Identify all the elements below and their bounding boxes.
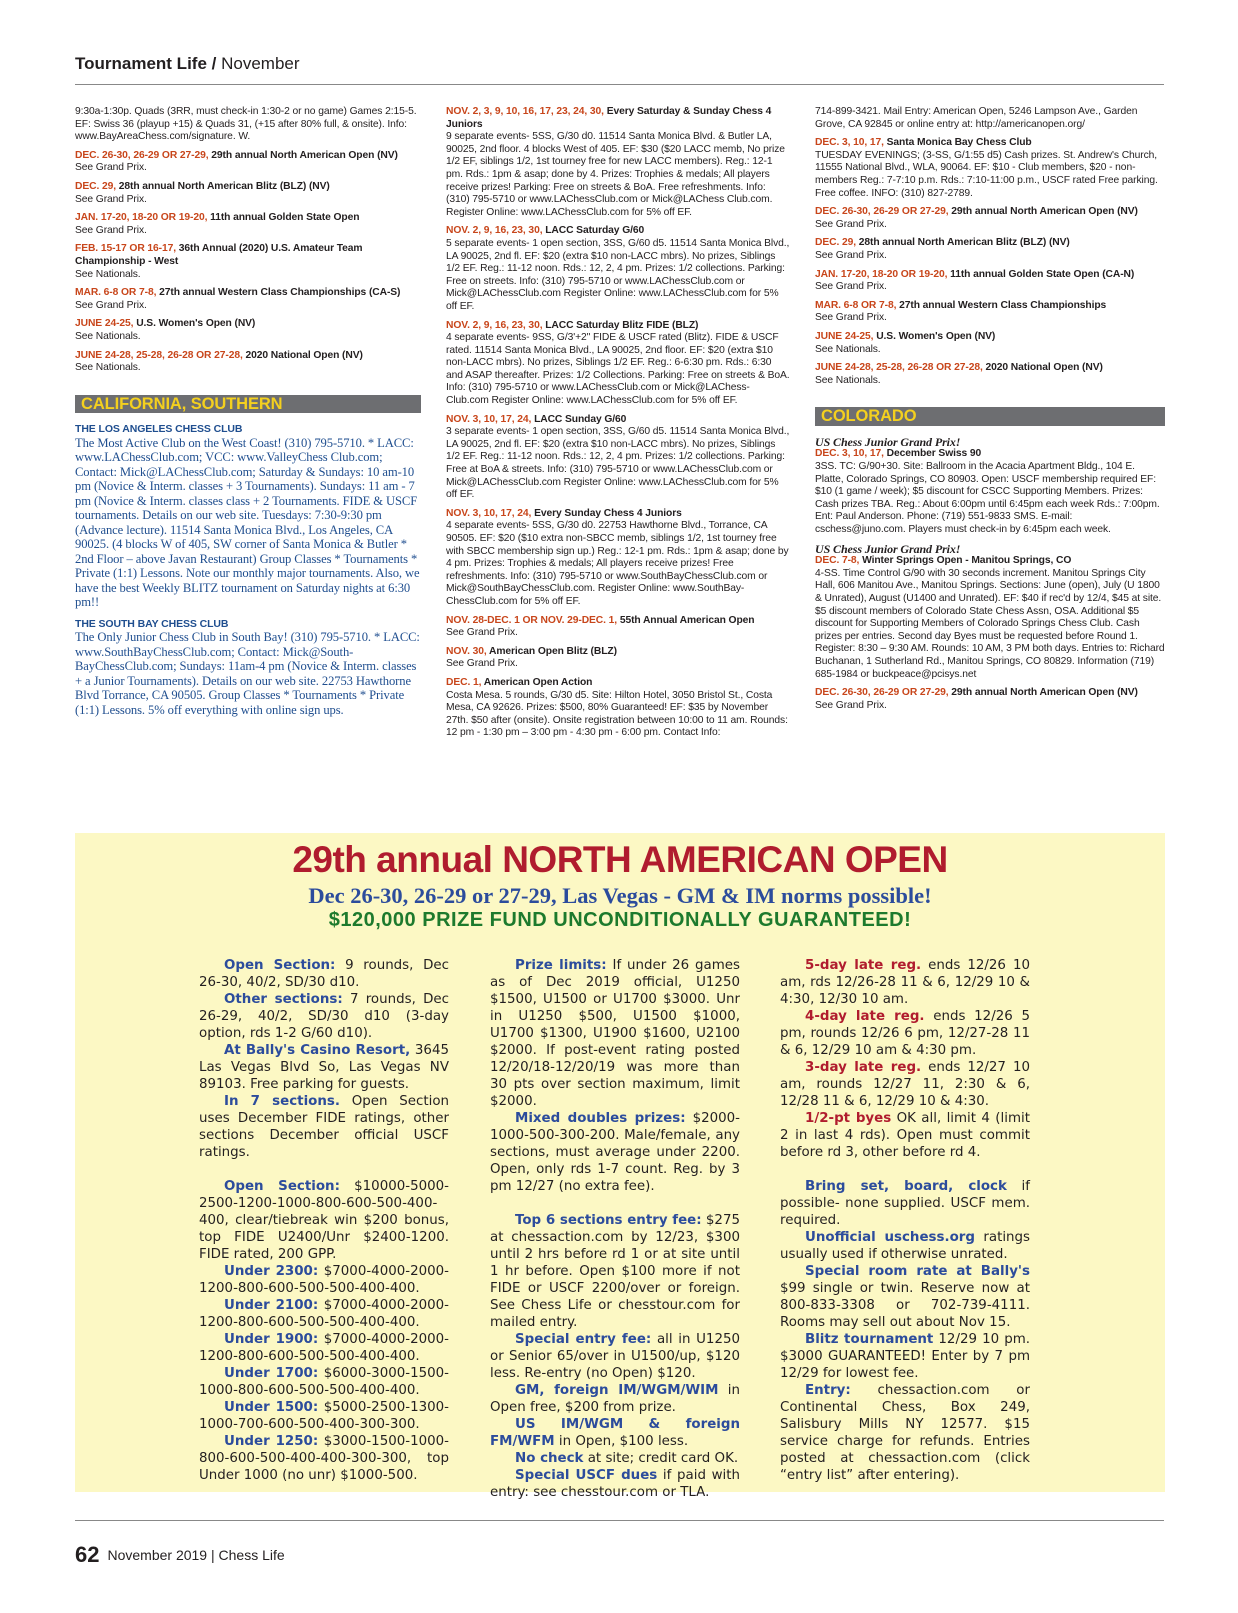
listing-title: LACC Saturday G/60	[542, 225, 645, 237]
listing-title: 55th Annual American Open	[617, 614, 755, 626]
listing-title: 11th annual Golden State Open (CA-N)	[947, 268, 1135, 280]
listing-date: DEC. 29,	[815, 237, 856, 249]
header-rule	[75, 84, 1164, 85]
ad-paragraph-heading: Other sections:	[224, 992, 343, 1007]
tournament-advertisement	[75, 833, 1165, 1500]
listing-date: DEC. 7-8,	[815, 555, 860, 567]
ad-paragraph-heading: Open Section:	[224, 958, 336, 973]
listing	[75, 150, 421, 175]
ad-paragraph	[199, 957, 449, 991]
listing-title: December Swiss 90	[883, 448, 982, 460]
ad-paragraph-heading: GM, foreign IM/WGM/WIM	[515, 1383, 719, 1398]
listing	[75, 243, 421, 281]
ad-paragraph-text: 9 rounds, Dec 26-30, 40/2, SD/30 d10.	[199, 958, 449, 990]
ad-paragraph-heading: 5-day late reg.	[805, 958, 922, 973]
listing	[446, 646, 790, 671]
ad-paragraph	[199, 1365, 449, 1399]
listing-note: See Nationals.	[815, 343, 881, 355]
ad-paragraph-heading: 4-day late reg.	[805, 1009, 925, 1024]
spacer	[490, 1195, 740, 1212]
listing	[815, 206, 1165, 231]
listing-note: See Grand Prix.	[815, 699, 887, 711]
listing-title: U.S. Women's Open (NV)	[873, 330, 996, 342]
spacer	[780, 1161, 1030, 1178]
ad-prize-fund: $120,000 PRIZE FUND UNCONDITIONALLY GUARANTEED!	[328, 909, 912, 931]
ad-paragraph-heading: Under 1250:	[224, 1434, 319, 1449]
column-3	[815, 106, 1165, 718]
state-section-heading: CALIFORNIA, SOUTHERN	[75, 393, 421, 414]
grand-prix-label: US Chess Junior Grand Prix!	[815, 541, 961, 556]
listing-text: 5 separate events- 1 open section, 3SS, G/60 d5. 11514 Santa Monica Blvd., LA 90025, 2nd fl. EF: $20 (extra $10 non-LACC mbrs). No prizes, Siblings 1/2 EF. Reg.: 11-12 noon. Rds.: 12, 2, 4 pm. Prizes: 1/2 collections. Parking: Free on streets. Info: (310) 795-5710 or www.LAChessClub.com or Mick@LAChessClub.com Register Online: www.LAChessClub.com for 5% off EF.	[446, 237, 790, 312]
ad-paragraph-heading: US IM/WGM & foreign FM/WFM	[490, 1417, 740, 1449]
page-footer	[75, 1542, 285, 1568]
listing-title: 29th annual North American Open (NV)	[948, 206, 1138, 218]
ad-paragraph-group	[490, 1212, 740, 1501]
ad-paragraph-text: Open Section uses December FIDE ratings, other sections December official USCF ratings.	[199, 1094, 449, 1160]
ad-paragraph	[780, 957, 1030, 1008]
listing-title: 11th annual Golden State Open	[207, 212, 360, 224]
ad-paragraph-text: OK all, limit 4 (limit 2 in last 4 rds). Open must commit before rd 3, other before rd 4.	[780, 1111, 1030, 1160]
ad-paragraph-text: $6000-3000-1500-1000-800-600-500-500-400-400.	[199, 1366, 449, 1398]
footer-text: November 2019 | Chess Life	[107, 1547, 285, 1563]
listing-date: DEC. 26-30, 26-29 OR 27-29,	[815, 206, 949, 218]
ad-paragraph	[780, 1110, 1030, 1161]
listing	[446, 106, 790, 219]
ad-paragraph-group	[780, 1178, 1030, 1484]
footer-rule	[75, 1520, 1164, 1521]
listing-date: DEC. 26-30, 26-29 OR 27-29,	[815, 687, 949, 699]
listing	[815, 237, 1165, 262]
ad-paragraph-heading: Special USCF dues	[515, 1468, 658, 1483]
ad-paragraph-group	[780, 957, 1030, 1161]
ad-paragraph-text: chessaction.com or Continental Chess, Box 249, Salisbury Mills NY 12577. $15 service charge for refunds. Entries posted at chessaction.com (click “entry list” after entering).	[780, 1383, 1030, 1483]
listing-date: NOV. 3, 10, 17, 24,	[446, 507, 532, 519]
ad-paragraph-heading: Special entry fee:	[515, 1332, 652, 1347]
listing-text: 4-SS. Time Control G/90 with 30 seconds increment. Manitou Springs City Hall, 606 Manitou Ave., Manitou Springs. Sections: June (open), July (U 1800 & Unrated), August (U1400 and Unrated). EF: $40 if rec'd by 12/4, $45 at site. $5 discount members of Colorado State Chess Assn, OSA. Additional $5 discount for Supporting Members of Colorado Springs Chess Club. Cash prizes per entries. Second day Byes must be requested before Round 1. Register: 8:30 – 9:30 AM. Rounds: 10 AM, 3 PM both days. Entries to: Richard Buchanan, 1 Sutherland Rd., Manitou Springs, CO 80829. Information (719) 685-1984 or buckpeace@pcisys.net	[815, 567, 1165, 680]
page-header	[75, 54, 300, 74]
listing-title: Santa Monica Bay Chess Club	[883, 137, 1032, 149]
listing-date: MAR. 6-8 OR 7-8,	[75, 287, 157, 299]
listing	[446, 508, 790, 609]
spacer	[199, 1161, 449, 1178]
listing-title: 27th annual Western Class Championships	[896, 299, 1107, 311]
listing-text: TUESDAY EVENINGS; (3-SS, G/1:55 d5) Cash prizes. St. Andrew's Church, 11555 National Blvd., WLA, 90064. EF: $10 - Club members, $20 - non-members Reg.: 7-7:10 p.m. Rds.: 7:10-11:00 p.m., USCF rated Free parking. Free coffee. INFO: (310) 827-2789.	[815, 149, 1158, 199]
ad-column-1	[199, 957, 449, 1484]
listing	[446, 677, 790, 740]
listing-note: See Nationals.	[815, 374, 881, 386]
ad-paragraph	[199, 1093, 449, 1161]
listing-date: FEB. 15-17 OR 16-17,	[75, 243, 177, 255]
listing-date: JUNE 24-28, 25-28, 26-28 OR 27-28,	[815, 362, 983, 374]
ad-paragraph-heading: 1/2-pt byes	[805, 1111, 892, 1126]
listing	[815, 269, 1165, 294]
ad-paragraph	[199, 1042, 449, 1093]
listing-note: See Grand Prix.	[815, 249, 887, 261]
ad-paragraph	[780, 1382, 1030, 1484]
ad-paragraph-group	[199, 957, 449, 1161]
listing-title: LACC Saturday Blitz FIDE (BLZ)	[542, 319, 699, 331]
ad-paragraph-text: $7000-4000-2000-1200-800-600-500-500-400-400.	[199, 1332, 449, 1364]
ad-paragraph	[490, 1416, 740, 1450]
listing-note: See Nationals.	[75, 268, 141, 280]
ad-paragraph	[490, 1212, 740, 1331]
column-1	[75, 106, 421, 717]
listing	[75, 287, 421, 312]
ad-paragraph-heading: Top 6 sections entry fee:	[515, 1213, 702, 1228]
listing-date: JUNE 24-28, 25-28, 26-28 OR 27-28,	[75, 349, 243, 361]
ad-paragraph-text: in Open free, $200 from prize.	[490, 1383, 740, 1415]
listing-date: NOV. 3, 10, 17, 24,	[446, 413, 532, 425]
ad-paragraph-text: $10000-5000-2500-1200-1000-800-600-500-400-400, clear/tiebreak win $200 bonus, top FIDE U2400/Unr $2400-1200. FIDE rated, 200 GPP.	[199, 1179, 449, 1262]
listing-date: DEC. 1,	[446, 676, 482, 688]
listing	[75, 212, 421, 237]
listing-note: See Grand Prix.	[75, 193, 147, 205]
ad-column-3	[780, 957, 1030, 1484]
listing	[815, 555, 1165, 681]
ad-paragraph-heading: Under 1500:	[224, 1400, 319, 1415]
ad-paragraph-text: $99 single or twin. Reserve now at 800-833-3308 or 702-739-4111. Rooms may sell out about Nov 15.	[780, 1281, 1030, 1330]
listing-title: Winter Springs Open - Manitou Springs, CO	[859, 555, 1072, 567]
ad-paragraph	[490, 1331, 740, 1382]
listing-title: 28th annual North American Blitz (BLZ) (NV)	[855, 237, 1070, 249]
ad-paragraph-text: ratings usually used if otherwise unrated.	[780, 1230, 1031, 1262]
ad-paragraph	[199, 1433, 449, 1484]
listing-date: DEC. 3, 10, 17,	[815, 137, 884, 149]
listing-date: DEC. 3, 10, 17,	[815, 448, 884, 460]
listing-title: LACC Sunday G/60	[531, 413, 627, 425]
ad-paragraph-heading: 3-day late reg.	[805, 1060, 922, 1075]
listing-note: See Grand Prix.	[446, 658, 518, 670]
listing	[815, 362, 1165, 387]
ad-paragraph	[490, 1110, 740, 1195]
page-number: 62	[75, 1542, 100, 1567]
listing-title: U.S. Women's Open (NV)	[133, 318, 256, 330]
ad-paragraph	[490, 1382, 740, 1416]
ad-paragraph-heading: Unofficial uschess.org	[805, 1230, 975, 1245]
listing-title: Every Sunday Chess 4 Juniors	[531, 507, 682, 519]
ad-paragraph-heading: Under 1700:	[224, 1366, 319, 1381]
club-description: The Most Active Club on the West Coast! (310) 795-5710. * LACC: www.LAChessClub.com; VCC: www.ValleyChess Club.com; Contact: Mick@LAChessClub.com; Saturday & Sundays: 10 am-10 pm (Novice & Interm. classes + 3 Tournaments). Sundays: 11 am - 7 pm (Novice & Interm. classes class + 2 Tournaments. FIDE & USCF tournaments. Details on our web site. Tuesdays: 7:30-9:30 pm (Advance lecture). 11514 Santa Monica Blvd., Los Angeles, CA 90025. (4 blocks W of 405, SW corner of Santa Monica & Butler * 2nd Floor – above Javan Restaurant) Group Classes * Tournaments * Private (1:1) Lessons. Note our monthly major tournaments. Also, we have the best Weekly BLITZ tournament on Saturday nights at 6:30 pm!!	[75, 435, 420, 610]
listing-date: MAR. 6-8 OR 7-8,	[815, 299, 897, 311]
listing	[815, 300, 1165, 325]
ad-paragraph	[199, 1263, 449, 1297]
listing-title: 29th annual North American Open (NV)	[208, 149, 398, 161]
listing-note: See Nationals.	[75, 362, 141, 374]
ad-paragraph	[780, 1263, 1030, 1331]
ad-paragraph-text: $7000-4000-2000-1200-800-600-500-500-400-400.	[199, 1264, 449, 1296]
listing	[815, 331, 1165, 356]
listing-date: NOV. 2, 9, 16, 23, 30,	[446, 319, 543, 331]
ad-paragraph-heading: Under 2100:	[224, 1298, 319, 1313]
listing	[815, 687, 1165, 712]
ad-paragraph-text: ends 12/27 10 am, rounds 12/27 11, 2:30 & 6, 12/28 11 & 6, 12/29 10 & 4:30.	[780, 1060, 1030, 1109]
ad-paragraph-heading: Open Section:	[224, 1179, 340, 1194]
ad-paragraph	[199, 1297, 449, 1331]
listing-date: NOV. 28-DEC. 1 OR NOV. 29-DEC. 1,	[446, 614, 618, 626]
ad-paragraph	[199, 1331, 449, 1365]
ad-paragraph-text: $7000-4000-2000-1200-800-600-500-500-400-400.	[199, 1298, 449, 1330]
listing-text: 4 separate events- 9SS, G/3'+2" FIDE & USCF rated (Blitz). FIDE & USCF rated. 11514 Santa Monica Blvd., LA 90025, 2nd floor. EF: $20 (extra $10 non-LACC mbrs). No prizes, Siblings 1/2 EF. Reg.: 6-6:30 pm. Rds.: 6:30 and ASAP thereafter. Prizes: 1/2 Collections. Parking: Free on streets & BoA. Info: (310) 795-5710 or www.LAChessClub.com or Mick@LAChess-Club.com Register Online: www.LAChessClub.com for 5% off EF.	[446, 332, 790, 407]
listing-date: DEC. 29,	[75, 180, 116, 192]
ad-paragraph	[199, 1399, 449, 1433]
ad-paragraph-heading: Mixed doubles prizes:	[515, 1111, 686, 1126]
ad-paragraph	[780, 1008, 1030, 1059]
ad-paragraph-text: $3000-1500-1000-800-600-500-400-400-300-300, top Under 1000 (no unr) $1000-500.	[199, 1434, 449, 1483]
ad-paragraph	[780, 1229, 1030, 1263]
listing-note: See Grand Prix.	[75, 162, 147, 174]
listing-text: Costa Mesa. 5 rounds, G/30 d5. Site: Hilton Hotel, 3050 Bristol St., Costa Mesa, CA 92626. Prizes: $500, 80% Guaranteed! EF: $35 by November 27th. $50 after (onsite). Onsite registration between 10:00 to 11 am. Rounds: 12 pm - 1:30 pm – 3:00 pm - 4:30 pm - 6:00 pm. Contact Info:	[446, 689, 788, 739]
ad-paragraph	[780, 1059, 1030, 1110]
listing-date: JUNE 24-25,	[815, 330, 874, 342]
ad-paragraph	[490, 1450, 740, 1467]
listing-note: See Grand Prix.	[75, 299, 147, 311]
ad-paragraph	[780, 1178, 1030, 1229]
listing-title: 29th annual North American Open (NV)	[948, 687, 1138, 699]
ad-paragraph-text: at site; credit card OK.	[583, 1451, 739, 1466]
listing-note: See Grand Prix.	[815, 281, 887, 293]
ad-paragraph-heading: No check	[515, 1451, 584, 1466]
ad-paragraph	[490, 957, 740, 1110]
ad-subtitle: Dec 26-30, 26-29 or 27-29, Las Vegas - GM & IM norms possible!	[308, 883, 932, 908]
ad-paragraph-heading: Entry:	[805, 1383, 851, 1398]
listing-date: JAN. 17-20, 18-20 OR 19-20,	[75, 212, 208, 224]
listing	[446, 615, 790, 640]
listing	[75, 350, 421, 375]
ad-paragraph-text: $5000-2500-1300-1000-700-600-500-400-300-300.	[199, 1400, 449, 1432]
listing	[75, 318, 421, 343]
header-month: November	[221, 54, 300, 73]
ad-paragraph-heading: Blitz tournament	[805, 1332, 934, 1347]
listing-note: See Nationals.	[75, 330, 141, 342]
ad-paragraph-text: 12/29 10 pm. $3000 GUARANTEED! Enter by 7 pm 12/29 for lowest fee.	[780, 1332, 1030, 1381]
ad-paragraph-text: 3645 Las Vegas Blvd So, Las Vegas NV 89103. Free parking for guests.	[199, 1043, 449, 1092]
ad-paragraph-text: $2000-1000-500-300-200. Male/female, any sections, must average under 2200. Open, only rds 1-7 count. Reg. by 3 pm 12/27 (no extra fee).	[490, 1111, 740, 1194]
listing-date: NOV. 30,	[446, 645, 487, 657]
ad-paragraph-text: ends 12/26 10 am, rds 12/26-28 11 & 6, 12/29 10 & 4:30, 12/30 10 am.	[780, 958, 1030, 1007]
ad-paragraph-text: 7 rounds, Dec 26-29, 40/2, SD/30 d10 (3-day option, rds 1-2 G/60 d10).	[199, 992, 449, 1041]
listing-date: JAN. 17-20, 18-20 OR 19-20,	[815, 268, 948, 280]
listing-note: See Grand Prix.	[815, 218, 887, 230]
ad-paragraph	[490, 1467, 740, 1501]
listing-title: 36th Annual (2020) U.S. Amateur Team Championship - West	[75, 243, 363, 267]
ad-paragraph-text: in Open, $100 less.	[554, 1434, 689, 1449]
header-section: Tournament Life	[75, 54, 207, 73]
listing-date: JUNE 24-25,	[75, 318, 134, 330]
listing	[75, 181, 421, 206]
state-section-heading: COLORADO	[815, 405, 1165, 426]
ad-paragraph-group	[199, 1178, 449, 1484]
ad-paragraph	[199, 1178, 449, 1263]
ad-paragraph-text: $275 at chessaction.com by 12/23, $300 until 2 hrs before rd 1 or at site until 1 hr before. Open $100 more if not FIDE or USCF 2200/over or foreign. See Chess Life or chesstour.com for mailed entry.	[490, 1213, 740, 1330]
ad-paragraph	[199, 991, 449, 1042]
ad-paragraph-text: all in U1250 or Senior 65/over in U1500/up, $120 less. Re-entry (no Open) $120.	[490, 1332, 740, 1381]
listing-title: 28th annual North American Blitz (BLZ) (NV)	[115, 180, 330, 192]
listing	[446, 414, 790, 502]
listing-date: DEC. 26-30, 26-29 OR 27-29,	[75, 149, 209, 161]
listing-title: 2020 National Open (NV)	[242, 349, 363, 361]
listing-text: 714-899-3421. Mail Entry: American Open, 5246 Lampson Ave., Garden Grove, CA 92845 or online entry at: http://americanopen.org/	[815, 106, 1138, 130]
listing	[815, 137, 1165, 200]
club-name: THE SOUTH BAY CHESS CLUB	[75, 617, 229, 630]
listing-title: American Open Action	[481, 676, 593, 688]
ad-paragraph-heading: In 7 sections.	[224, 1094, 340, 1109]
listing-text: 9 separate events- 5SS, G/30 d0. 11514 Santa Monica Blvd. & Butler LA, 90025, 2nd floor. 4 blocks West of 405. EF: $30 ($20 LACC memb, No prize 1/2 EF, siblings 1/2, 1st tourney free for new LACC members). Reg.: 12-1 pm. Rds.: 1pm & asap; done by 4. Prizes: Trophies & medals; All players receive prizes! Parking: Free on streets & BoA. Free refreshments. Info: (310) 795-5710 or www.LAChessClub.com or Mick@LAChess Club.com. Register Online: www.LAChessClub.com for 5% off EF.	[446, 131, 785, 218]
listing-date: NOV. 2, 3, 9, 10, 16, 17, 23, 24, 30,	[446, 106, 604, 117]
listing-note: See Grand Prix.	[75, 224, 147, 236]
ad-paragraph-text: If under 26 games as of Dec 2019 official, U1250 $1500, U1500 or U1700 $3000. Unr in U1250 $500, U1500 $1000, U1700 $1300, U1900 $1600, U2100 $2000. If post-event rating posted 12/20/18-12/20/19 was more than 30 pts over section maximum, limit $2000.	[490, 958, 740, 1109]
listing-title: 27th annual Western Class Championships (CA-S)	[156, 287, 401, 299]
listing-title: Every Saturday & Sunday Chess 4 Juniors	[446, 106, 772, 130]
column-2	[446, 106, 790, 746]
grand-prix-label: US Chess Junior Grand Prix!	[815, 434, 961, 449]
ad-paragraph-heading: At Bally's Casino Resort,	[224, 1043, 411, 1058]
listing-text: 3 separate events- 1 open section, 3SS, G/60 d5. 11514 Santa Monica Blvd., LA 90025, 2nd fl. EF: $20 (extra $10 non-LACC mbrs). No prizes, Siblings 1/2 EF. Reg.: 11-12 noon. Rds.: 12, 2, 4 pm. Prizes: 1/2 collections. Parking: Free at BoA & streets. Info: (310) 795-5710 or www.LAChessClub.com or Mick@LAChessClub.com Register Online: www.LAChessClub.com for 5% off EF.	[446, 426, 790, 501]
ad-paragraph-heading: Special room rate at Bally's	[805, 1264, 1030, 1279]
ad-paragraph-text: ends 12/26 5 pm, rounds 12/26 6 pm, 12/27-28 11 & 6, 12/29 10 am & 4:30 pm.	[780, 1009, 1030, 1058]
ad-paragraph-text: if possible- none supplied. USCF mem. required.	[780, 1179, 1030, 1228]
listing-title: 2020 National Open (NV)	[982, 362, 1103, 374]
ad-title: 29th annual NORTH AMERICAN OPEN	[292, 839, 948, 880]
listing	[446, 320, 790, 408]
listing-date: NOV. 2, 9, 16, 23, 30,	[446, 225, 543, 237]
listing-text: 9:30a-1:30p. Quads (3RR, must check-in 1:30-2 or no game) Games 2:15-5. EF: Swiss 36 (playup +15) & Quads 31, (+15 after 80% full, & onsite). Info: www.BayAreaChess.com/signature. W.	[75, 106, 417, 143]
listing-title: American Open Blitz (BLZ)	[486, 645, 617, 657]
ad-paragraph	[780, 1331, 1030, 1382]
listing-text: 4 separate events- 5SS, G/30 d0. 22753 Hawthorne Blvd., Torrance, CA 90505. EF: $20 ($10 extra non-SBCC memb, siblings 1/2, 1st tourney free with SBCC membership sign up.) Reg.: 12-1 pm. Rds.: 1pm & asap; done by 4 pm. Prizes: Trophies & medals; All players receive prizes! Free refreshments. Info: (310) 795-5710 or www.SouthBayChessClub.com or Mick@SouthBayChessClub.com. Register Online: www.SouthBay-ChessClub.com for 5% off EF.	[446, 520, 789, 607]
ad-paragraph-heading: Under 1900:	[224, 1332, 319, 1347]
listing	[446, 225, 790, 313]
listing	[815, 448, 1165, 536]
ad-paragraph-heading: Under 2300:	[224, 1264, 319, 1279]
listing-text: 3SS. TC: G/90+30. Site: Ballroom in the Acacia Apartment Bldg., 104 E. Platte, Colorado Springs, CO 80903. Open: USCF membership required EF: $10 (1 game / week); $5 discount for CSCC Supporting Members. Prizes: Cash prizes TBA. Reg.: About 6:00pm until 6:45pm each week Rds.: 7:00pm. Ent: Paul Anderson. Phone: (719) 551-9833 SMS. E-mail: cschess@juno.com. Players must check-in by 6:45pm each week.	[815, 461, 1160, 536]
ad-paragraph-group	[490, 957, 740, 1195]
ad-paragraph-text: if paid with entry: see chesstour.com or TLA.	[490, 1468, 741, 1500]
ad-paragraph-heading: Prize limits:	[515, 958, 607, 973]
ad-column-2	[490, 957, 740, 1501]
club-name: THE LOS ANGELES CHESS CLUB	[75, 423, 243, 436]
listing-note: See Grand Prix.	[815, 312, 887, 324]
header-slash: /	[206, 54, 217, 73]
ad-paragraph-heading: Bring set, board, clock	[805, 1179, 1007, 1194]
listing-note: See Grand Prix.	[446, 627, 518, 639]
club-description: The Only Junior Chess Club in South Bay! (310) 795-5710. * LACC: www.SouthBayChessClub.com; Contact: Mick@South-BayChessClub.com; Sundays: 11am-4 pm (Novice & Interm. classes + a Junior Tournaments). Details on our web site. 22753 Hawthorne Blvd Torrance, CA 90505. Group Classes * Tournaments * Private (1:1) Lessons. 5% off everything with online sign ups.	[75, 630, 420, 717]
